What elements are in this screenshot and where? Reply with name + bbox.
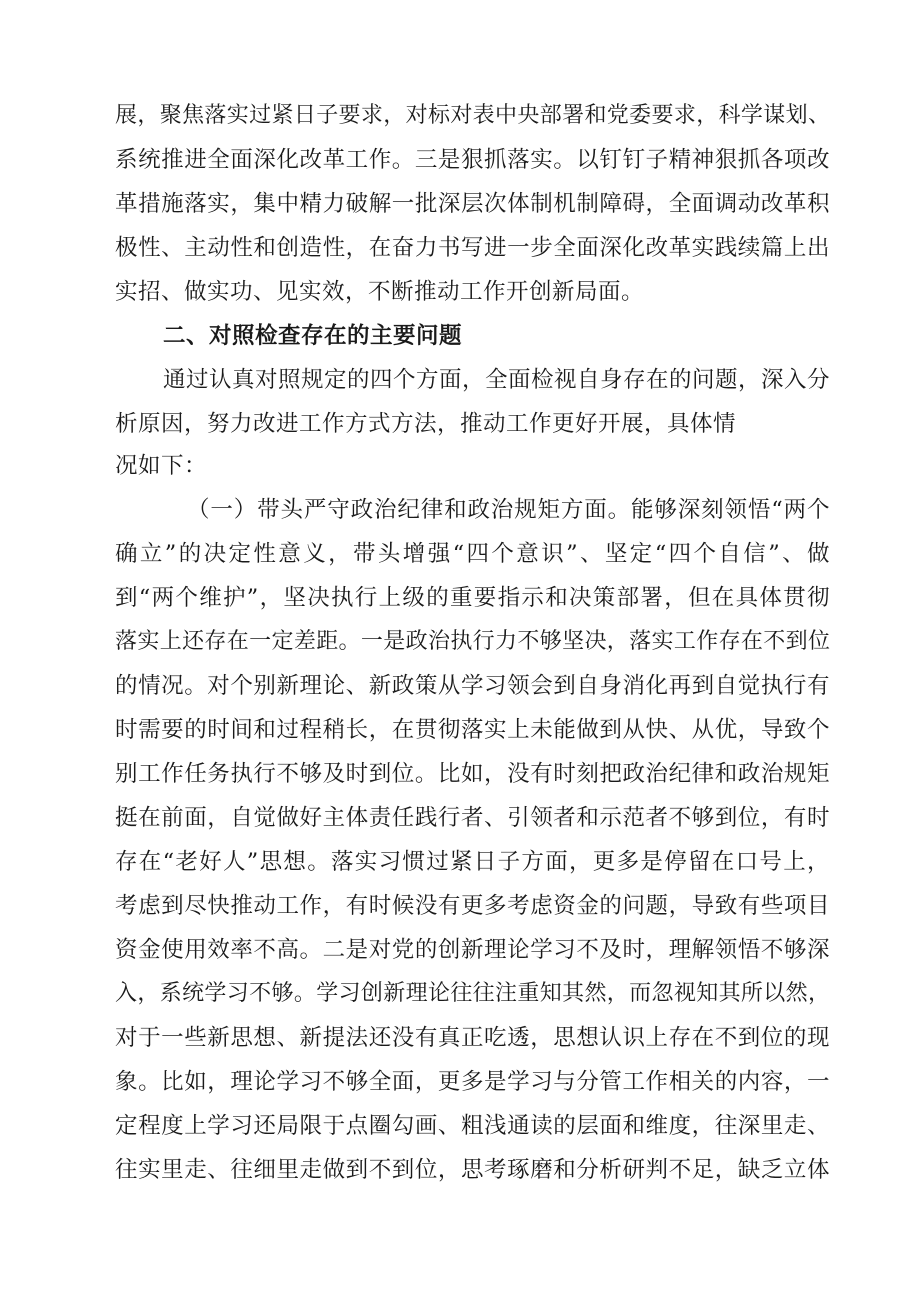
text-line-14: 的情况。对个别新理论、新政策从学习领会到自身消化再到自觉执行有 <box>115 673 830 699</box>
text-line-2: 系统推进全面深化改革工作。三是狠抓落实。以钉钉子精神狠抓各项改 <box>115 147 830 173</box>
text-line-10: （一）带头严守政治纪律和政治规矩方面。能够深刻领悟“两个 <box>187 497 830 523</box>
text-line-3: 革措施落实，集中精力破解一批深层次体制机制障碍，全面调动改革积 <box>115 191 830 217</box>
text-line-8: 析原因，努力改进工作方式方法，推动工作更好开展，具体情 <box>115 411 737 437</box>
text-line-16: 别工作任务执行不够及时到位。比如，没有时刻把政治纪律和政治规矩 <box>115 761 830 787</box>
text-line-5: 实招、做实功、见实效，不断推动工作开创新局面。 <box>115 279 645 305</box>
text-line-18: 存在“老好人”思想。落实习惯过紧日子方面，更多是停留在口号上， <box>115 849 830 875</box>
text-line-21: 入，系统学习不够。学习创新理论往往注重知其然，而忽视知其所以然， <box>115 981 830 1006</box>
text-line-11: 确立”的决定性意义，带头增强“四个意识”、坚定“四个自信”、做 <box>115 541 830 567</box>
section-heading: 二、对照检查存在的主要问题 <box>163 323 463 349</box>
text-line-7: 通过认真对照规定的四个方面，全面检视自身存在的问题，深入分 <box>163 367 831 393</box>
text-line-17: 挺在前面，自觉做好主体责任践行者、引领者和示范者不够到位，有时 <box>115 805 830 831</box>
text-line-12: 到“两个维护”，坚决执行上级的重要指示和决策部署，但在具体贯彻 <box>115 585 830 611</box>
text-line-9: 况如下： <box>115 453 208 479</box>
text-line-4: 极性、主动性和创造性，在奋力书写进一步全面深化改革实践续篇上出 <box>115 235 830 261</box>
text-line-15: 时需要的时间和过程稍长，在贯彻落实上未能做到从快、从优，导致个 <box>115 717 830 743</box>
text-line-13: 落实上还存在一定差距。一是政治执行力不够坚决，落实工作存在不到位 <box>115 629 830 654</box>
text-line-22: 对于一些新思想、新提法还没有真正吃透，思想认识上存在不到位的现 <box>115 1025 830 1051</box>
text-line-1: 展，聚焦落实过紧日子要求，对标对表中央部署和党委要求，科学谋划、 <box>115 103 830 128</box>
text-line-19: 考虑到尽快推动工作，有时候没有更多考虑资金的问题，导致有些项目 <box>115 893 830 919</box>
text-line-25: 往实里走、往细里走做到不到位，思考琢磨和分析研判不足，缺乏立体 <box>115 1157 830 1183</box>
text-line-24: 定程度上学习还局限于点圈勾画、粗浅通读的层面和维度，往深里走、 <box>115 1113 830 1139</box>
text-line-20: 资金使用效率不高。二是对党的创新理论学习不及时，理解领悟不够深 <box>115 937 830 963</box>
text-line-23: 象。比如，理论学习不够全面，更多是学习与分管工作相关的内容，一 <box>115 1069 830 1095</box>
